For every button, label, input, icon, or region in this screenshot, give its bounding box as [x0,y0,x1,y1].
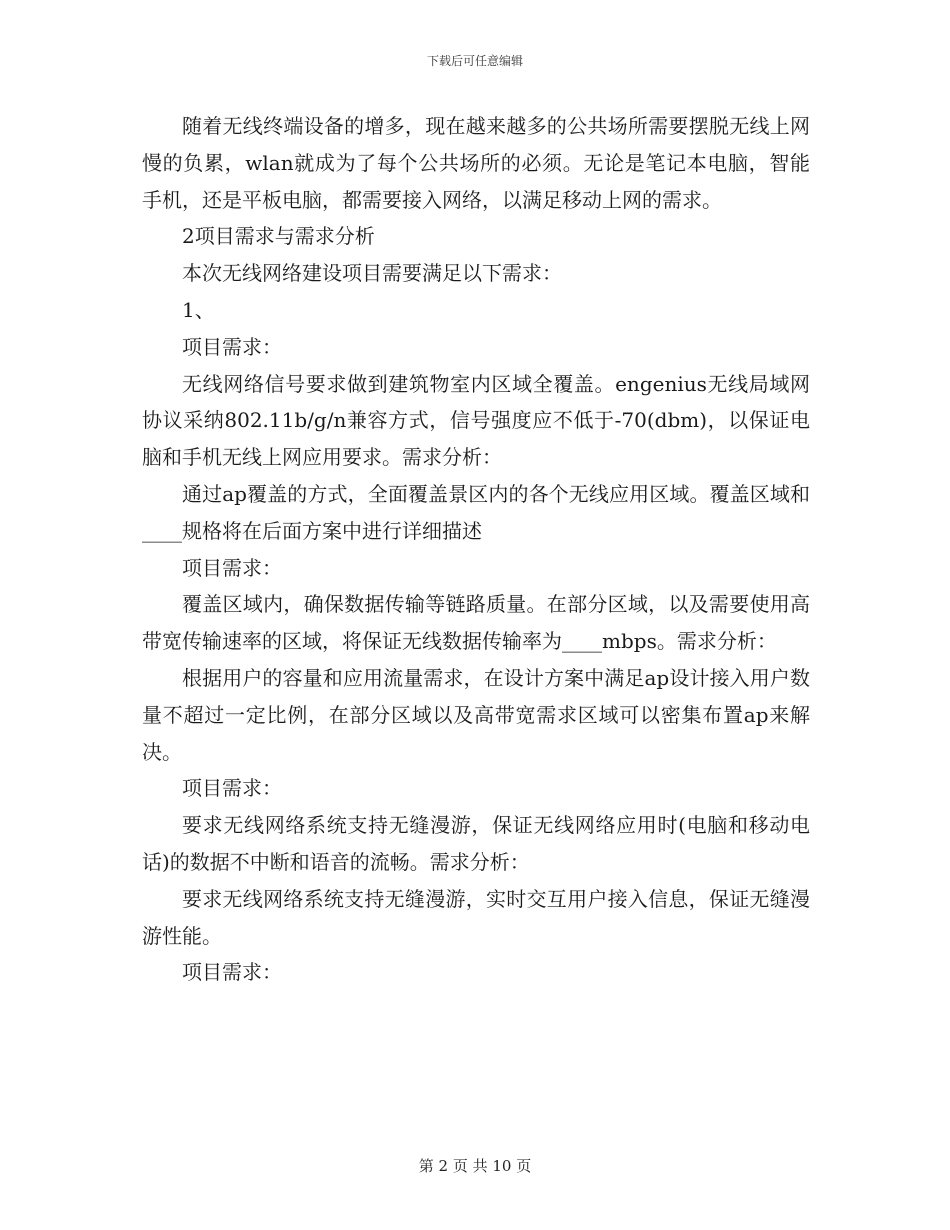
label-project-requirement: 项目需求： [182,960,282,985]
paragraph-coverage-requirement: 无线网络信号要求做到建筑物室内区域全覆盖。engenius无线局域网协议采纳802.11b/g/n兼容方式，信号强度应不低于-70(dbm)，以保证电脑和手机无线上网应用要求。需求分析： [142,371,810,470]
paragraph-requirements-intro: 本次无线网络建设项目需要满足以下需求： [182,261,562,286]
label-project-requirement: 项目需求： [182,334,282,359]
label-project-requirement: 项目需求： [182,555,282,580]
document-body [142,108,810,991]
paragraph-capacity-analysis: 根据用户的容量和应用流量需求，在设计方案中满足ap设计接入用户数量不超过一定比例，在部分区域以及高带宽需求区域可以密集布置ap来解决。 [142,665,810,764]
label-project-requirement: 项目需求： [182,776,282,801]
list-number: 1、 [182,297,215,322]
paragraph-link-quality-requirement: 覆盖区域内，确保数据传输等链路质量。在部分区域，以及需要使用高带宽传输速率的区域，将保证无线数据传输率为____mbps。需求分析： [142,592,810,654]
paragraph-roaming-requirement: 要求无线网络系统支持无缝漫游，保证无线网络应用时(电脑和移动电话)的数据不中断和语音的流畅。需求分析： [142,813,810,874]
section-heading: 2项目需求与需求分析 [182,224,375,249]
page-header: 下载后可任意编辑 [426,54,523,68]
page-footer: 第 2 页 共 10 页 [418,1157,532,1175]
paragraph-intro: 随着无线终端设备的增多，现在越来越多的公共场所需要摆脱无线上网慢的负累，wlan就成为了每个公共场所的必须。无论是笔记本电脑，智能手机，还是平板电脑，都需要接入网络，以满足移动上网的需求。 [142,114,810,212]
paragraph-roaming-analysis: 要求无线网络系统支持无缝漫游，实时交互用户接入信息，保证无缝漫游性能。 [142,886,810,948]
paragraph-coverage-analysis: 通过ap覆盖的方式，全面覆盖景区内的各个无线应用区域。覆盖区域和____规格将在后面方案中进行详细描述 [142,481,810,543]
